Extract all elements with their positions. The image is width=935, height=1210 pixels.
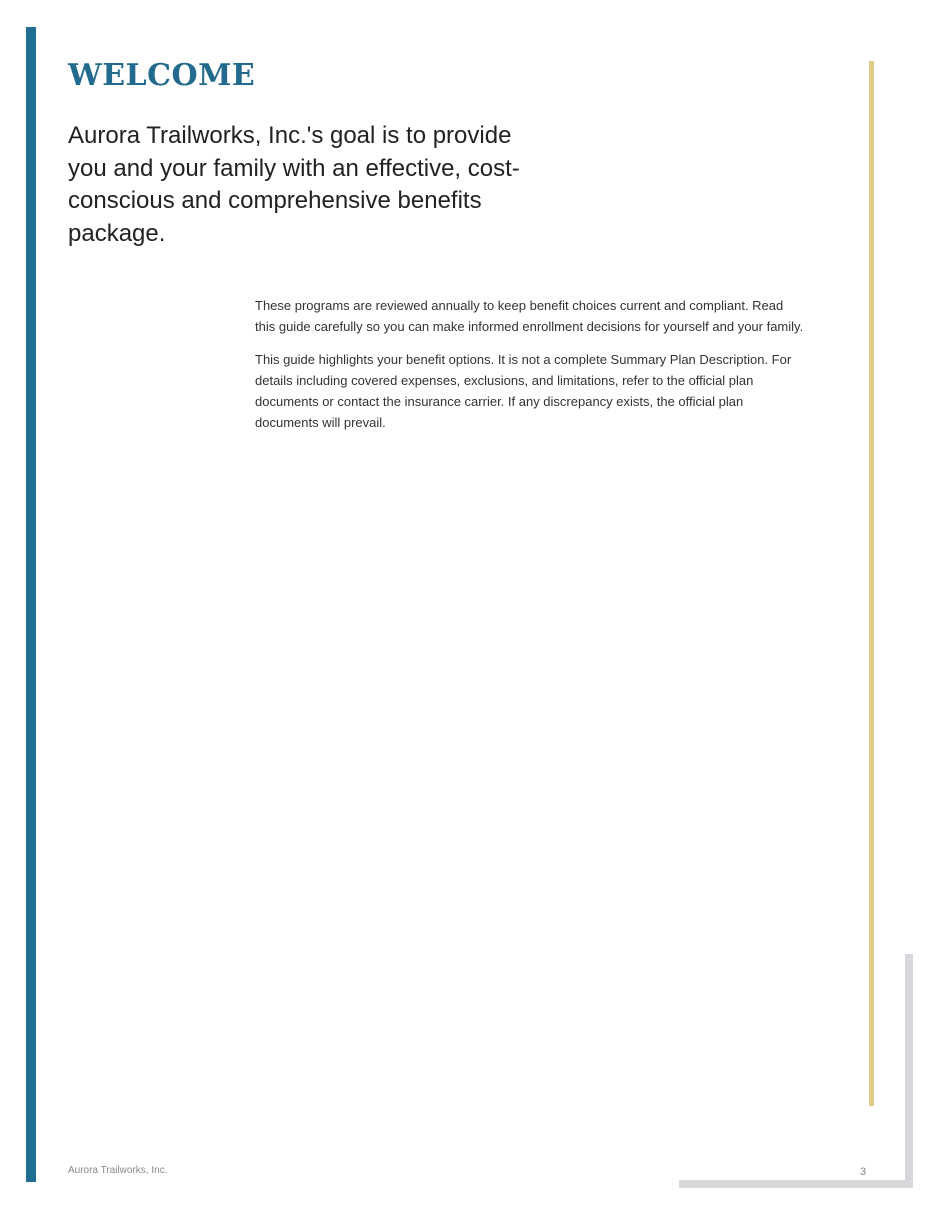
- page-title: WELCOME: [68, 58, 256, 93]
- body-text: [255, 295, 805, 445]
- body-paragraph-disclaimer: This guide highlights your benefit options. It is not a complete Summary Plan Description. For details including covered expenses, exclusions, and limitations, refer to the official plan documents or contact the insurance carrier. If any discrepancy exists, the official plan documents will prevail.: [255, 352, 792, 430]
- page-number: 3: [860, 1166, 867, 1178]
- corner-frame-horizontal: [679, 1180, 913, 1188]
- body-paragraph-review: These programs are reviewed annually to keep benefit choices current and compliant. Read this guide carefully so you can make informed enrollment decisions for yourself and your family.: [255, 298, 804, 334]
- left-accent-bar: [26, 27, 36, 1182]
- footer-company-name: Aurora Trailworks, Inc.: [68, 1165, 168, 1176]
- intro-statement: Aurora Trailworks, Inc.'s goal is to provide you and your family with an effective, cost-conscious and comprehensive benefits package.: [68, 122, 520, 247]
- corner-frame-vertical: [905, 954, 913, 1188]
- right-accent-bar: [869, 61, 874, 1106]
